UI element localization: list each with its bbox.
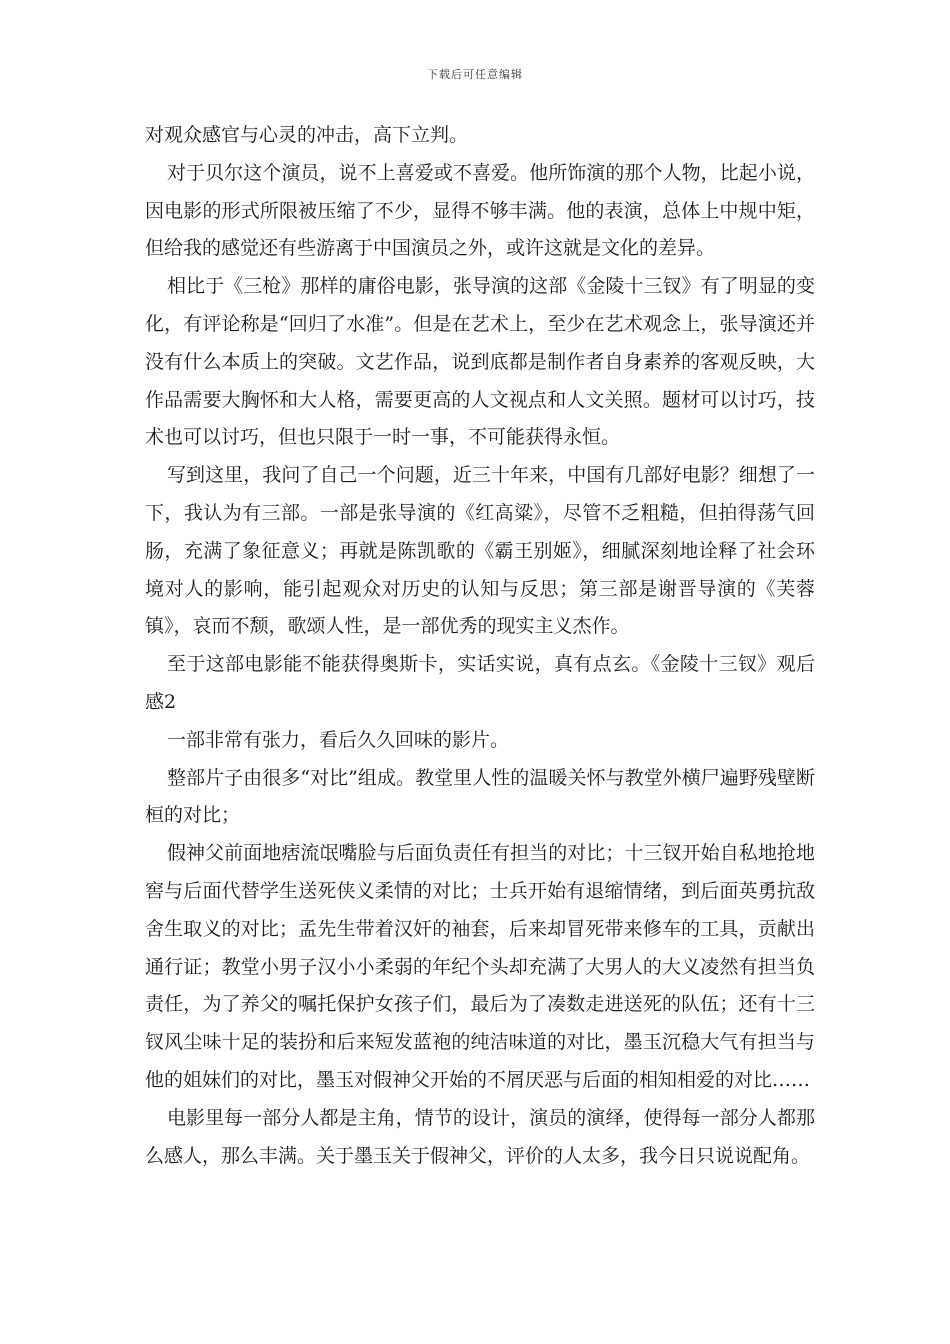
paragraph: 一部非常有张力，看后久久回味的影片。 (167, 728, 510, 751)
paragraph: 对观众感官与心灵的冲击，高下立判。 (145, 124, 469, 146)
paragraph: 至于这部电影能不能获得奥斯卡，实话实说，真有点玄。《金陵十三钗》观后感2 (145, 653, 815, 713)
paragraph: 假神父前面地痞流氓嘴脸与后面负责任有担当的对比；十三钗开始自私地抢地窖与后面代替学生送死侠义柔情的对比；士兵开始有退缩情绪，到后面英勇抗敌舍生取义的对比；孟先生带着汉奸的袖套，后来却冒死带来修车的工具，贡献出通行证；教堂小男子汉小小柔弱的年纪个头却充满了大男人的大义凌然有担当负责任，为了养父的嘱托保护女孩子们，最后为了凑数走进送死的队伍；还有十三钗风尘味十足的装扮和后来短发蓝袍的纯洁味道的对比，墨玉沉稳大气有担当与他的姐妹们的对比，墨玉对假神父开始的不屑厌恶与后面的相知相爱的对比…… (145, 842, 815, 1091)
document-body (145, 117, 815, 1175)
paragraph: 电影里每一部分人都是主角，情节的设计，演员的演绎，使得每一部分人都那么感人，那么丰满。关于墨玉关于假神父，评价的人太多，我今日只说说配角。 (145, 1106, 815, 1167)
paragraph: 相比于《三枪》那样的庸俗电影，张导演的这部《金陵十三钗》有了明显的变化，有评论称是“回归了水准”。但是在艺术上，至少在艺术观念上，张导演还并没有什么本质上的突破。文艺作品，说到底都是制作者自身素养的客观反映，大作品需要大胸怀和大人格，需要更高的人文视点和人文关照。题材可以讨巧，技术也可以讨巧，但也只限于一时一事，不可能获得永恒。 (145, 275, 815, 449)
paragraph: 写到这里，我问了自己一个问题，近三十年来，中国有几部好电影？细想了一下，我认为有三部。一部是张导演的《红高粱》，尽管不乏粗糙，但拍得荡气回肠，充满了象征意义；再就是陈凯歌的《霸王别姬》，细腻深刻地诠释了社会环境对人的影响，能引起观众对历史的认知与反思；第三部是谢晋导演的《芙蓉镇》，哀而不颓，歌颂人性，是一部优秀的现实主义杰作。 (145, 464, 815, 638)
paragraph: 整部片子由很多“对比”组成。教堂里人性的温暖关怀与教堂外横尸遍野残壁断桓的对比； (145, 766, 815, 827)
page-header-caption: 下载后可任意编辑 (427, 68, 523, 81)
paragraph: 对于贝尔这个演员，说不上喜爱或不喜爱。他所饰演的那个人物，比起小说，因电影的形式所限被压缩了不少，显得不够丰满。他的表演，总体上中规中矩，但给我的感觉还有些游离于中国演员之外，或许这就是文化的差异。 (145, 161, 815, 260)
